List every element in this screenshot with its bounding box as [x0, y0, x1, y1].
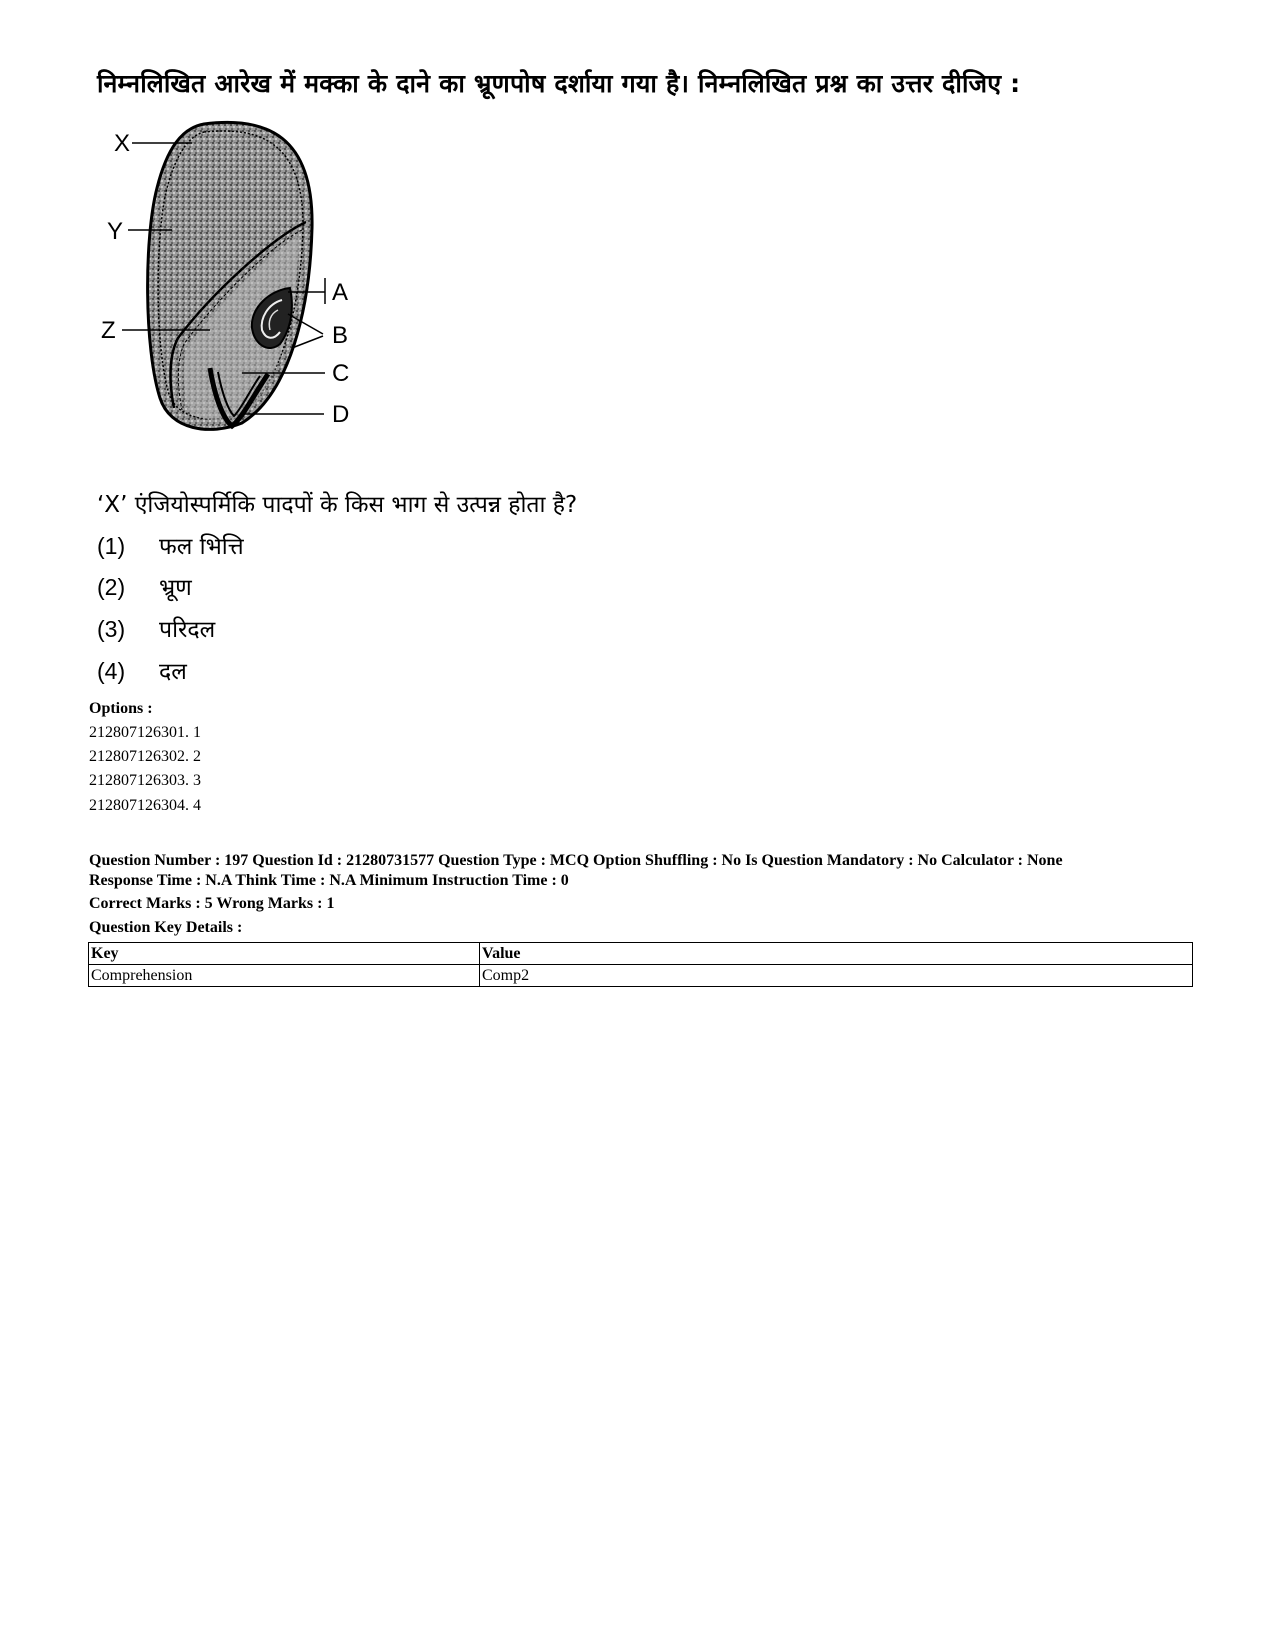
- choice-item: [97, 654, 187, 686]
- option-id: 212807126303. 3: [89, 772, 201, 789]
- label-d: D: [332, 401, 350, 428]
- table-row: [89, 965, 1193, 987]
- label-x: X: [114, 130, 131, 157]
- table-cell-key: Comprehension: [89, 965, 480, 987]
- choice-item: [97, 612, 215, 644]
- label-a: A: [332, 279, 349, 306]
- choice-text: भ्रूण: [159, 575, 192, 601]
- table-cell-value: Comp2: [480, 965, 1193, 987]
- choice-number: (1): [97, 533, 126, 559]
- options-label: Options :: [89, 700, 153, 717]
- maize-grain-diagram: [92, 118, 382, 458]
- choice-number: (2): [97, 574, 126, 600]
- choice-item: [97, 570, 192, 602]
- option-id: 212807126302. 2: [89, 748, 201, 765]
- table-header-row: [89, 943, 1193, 965]
- option-id: 212807126301. 1: [89, 724, 201, 741]
- table-header-value: Value: [480, 943, 1193, 965]
- key-details-table: [88, 942, 1193, 987]
- label-z: Z: [101, 317, 116, 344]
- choice-text: परिदल: [159, 617, 216, 643]
- table-header-key: Key: [89, 943, 480, 965]
- question-meta-line: Response Time : N.A Think Time : N.A Minimum Instruction Time : 0: [89, 872, 569, 889]
- key-details-label: Question Key Details :: [89, 919, 243, 936]
- label-b: B: [332, 322, 349, 349]
- question-heading: निम्नलिखित आरेख में मक्का के दाने का भ्रूणपोष दर्शाया गया है। निम्नलिखित प्रश्न का उत्तर दीजिए :: [97, 69, 1021, 98]
- label-c: C: [332, 360, 350, 387]
- choice-text: दल: [159, 659, 187, 685]
- choice-item: [97, 529, 244, 561]
- choice-number: (4): [97, 658, 126, 684]
- question-text: ‘X’ एंजियोस्पर्मिकि पादपों के किस भाग से उत्पन्न होता है?: [97, 492, 578, 518]
- label-y: Y: [107, 218, 124, 245]
- choice-number: (3): [97, 616, 126, 642]
- question-meta-line: Question Number : 197 Question Id : 21280731577 Question Type : MCQ Option Shuffling : No Is Question Mandatory : No Calculator : None: [89, 852, 1063, 869]
- marks-line: Correct Marks : 5 Wrong Marks : 1: [89, 895, 335, 912]
- option-id: 212807126304. 4: [89, 797, 201, 814]
- choice-text: फल भित्ति: [159, 534, 244, 560]
